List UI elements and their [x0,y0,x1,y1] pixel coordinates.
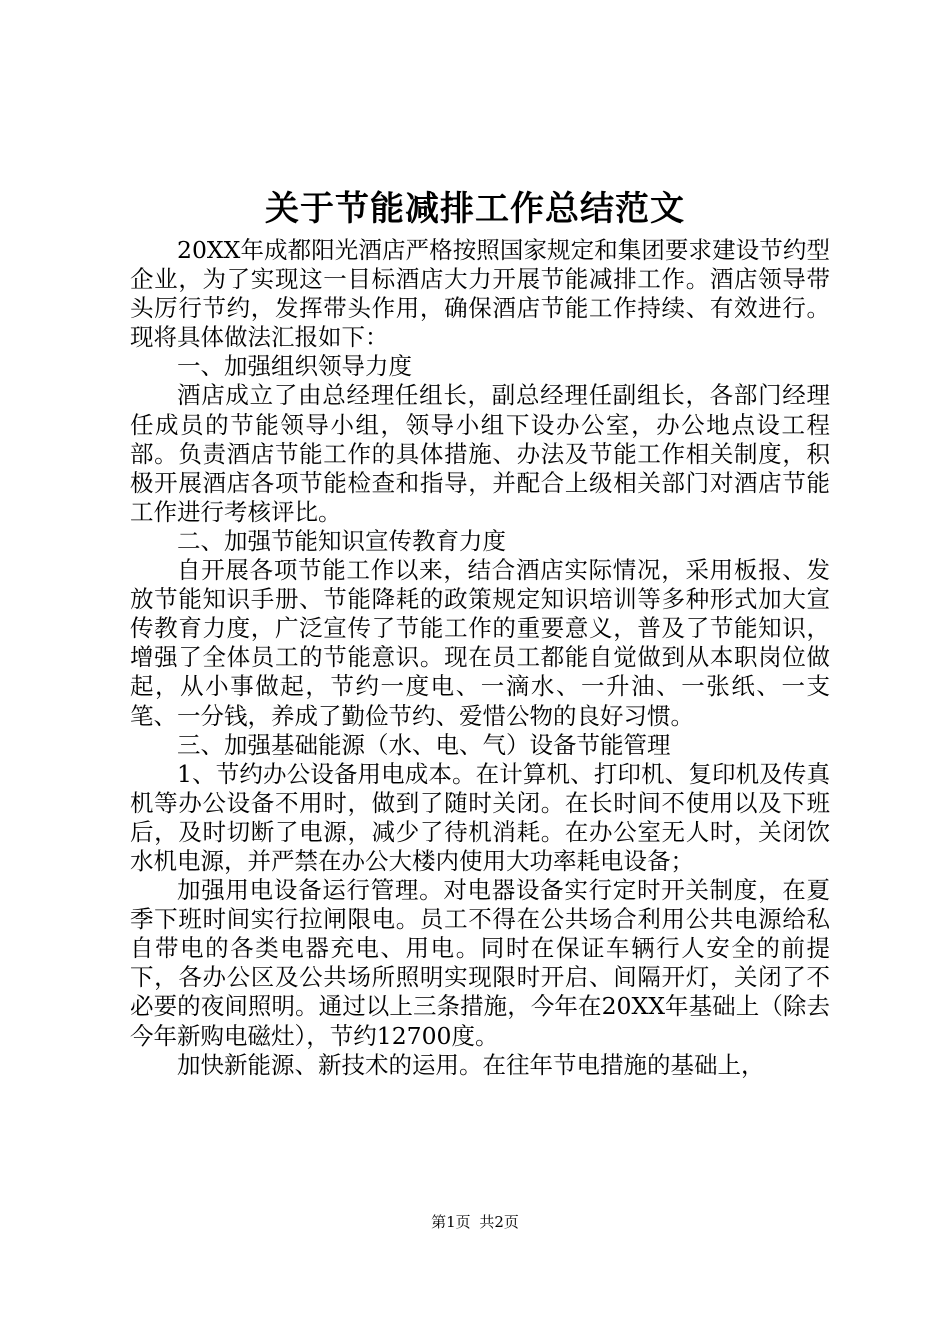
paragraph-education: 自开展各项节能工作以来，结合酒店实际情况，采用板报、发放节能知识手册、节能降耗的政策规定知识培训等多种形式加大宣传教育力度，广泛宣传了节能工作的重要意义，普及了节能知识，增强了全体员工的节能意识。现在员工都能自觉做到从本职岗位做起，从小事做起，节约一度电、一滴水、一升油、一张纸、一支笔、一分钱，养成了勤俭节约、爱惜公物的良好习惯。 [130,556,830,730]
paragraph-office-equipment: 1、节约办公设备用电成本。在计算机、打印机、复印机及传真机等办公设备不用时，做到了随时关闭。在长时间不使用以及下班后，及时切断了电源，减少了待机消耗。在办公室无人时，关闭饮水机电源，并严禁在办公大楼内使用大功率耗电设备； [130,759,830,875]
document-title: 关于节能减排工作总结范文 [265,189,685,229]
section-heading-3: 三、加强基础能源（水、电、气）设备节能管理 [177,730,671,759]
document-body [130,236,830,1080]
page-footer [0,1212,950,1232]
paragraph-new-energy: 加快新能源、新技术的运用。在往年节电措施的基础上， [177,1050,765,1079]
section-heading-2: 二、加强节能知识宣传教育力度 [177,526,506,555]
section-heading-1: 一、加强组织领导力度 [177,352,412,381]
paragraph-intro: 20XX年成都阳光酒店严格按照国家规定和集团要求建设节约型企业，为了实现这一目标酒店大力开展节能减排工作。酒店领导带头厉行节约，发挥带头作用，确保酒店节能工作持续、有效进行。现将具体做法汇报如下： [130,236,830,352]
paragraph-organization: 酒店成立了由总经理任组长，副总经理任副组长，各部门经理任成员的节能领导小组，领导小组下设办公室，办公地点设工程部。负责酒店节能工作的具体措施、办法及节能工作相关制度，积极开展酒店各项节能检查和指导，并配合上级相关部门对酒店节能工作进行考核评比。 [130,381,830,526]
page-number: 第1页 [431,1213,471,1231]
page-total: 共2页 [479,1213,519,1231]
paragraph-equipment-management: 加强用电设备运行管理。对电器设备实行定时开关制度，在夏季下班时间实行拉闸限电。员工不得在公共场合利用公共电源给私自带电的各类电器充电、用电。同时在保证车辆行人安全的前提下，各办公区及公共场所照明实现限时开启、间隔开灯，关闭了不必要的夜间照明。通过以上三条措施，今年在20XX年基础上（除去今年新购电磁灶），节约12700度。 [130,876,830,1050]
